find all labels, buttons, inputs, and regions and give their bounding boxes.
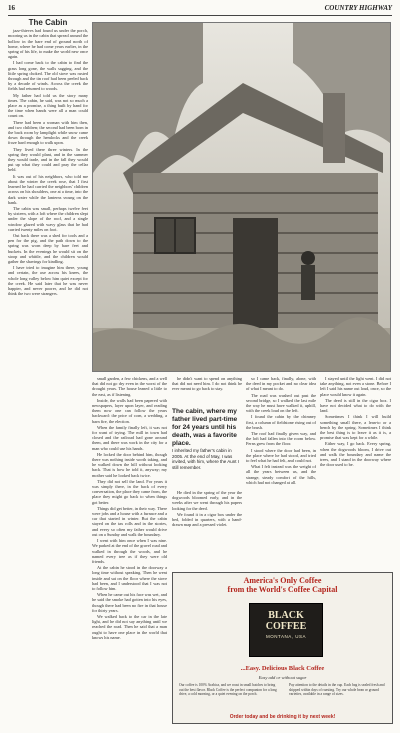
- brand-name: BLACK COFFEE: [265, 610, 307, 632]
- paragraph: We found it in a cigar box under the bed, folded in quarters, with a hand-drawn map and a pressed violet.: [172, 511, 242, 528]
- paragraph: he didn't want to spend on anything that did not need him. I do not think he ever meant to go back to stay.: [172, 376, 242, 392]
- paragraph: The deed is still in the cigar box. I have not decided what to do with the land.: [320, 397, 391, 414]
- article-column-1: [8, 18, 88, 726]
- header-rule: [8, 15, 392, 16]
- paragraph: I stood where the door had been, in the place where he had stood, and tried to feel what he had felt, and could not.: [246, 447, 316, 464]
- ad-subheadline: from the World's Coffee Capital: [227, 585, 338, 594]
- cabin-photo-illustration: [93, 23, 390, 371]
- ad-footer[interactable]: [173, 714, 392, 720]
- paragraph: He died in the spring of the year the dogwoods bloomed early, and in the weeks after we went through his papers looking for the deed.: [172, 490, 242, 511]
- paragraph: The roof had finally given way, and the loft had fallen into the room below. Ferns grew from the floor.: [246, 431, 316, 447]
- paragraph: jazz-thieves had found us under the porch, mooring us in the cabin that spread around the hollow in the bare end of ground north of home, where he had come years earlier, in the spring of his life, to make the world new once again.: [8, 28, 88, 60]
- coffee-advertisement[interactable]: [172, 572, 393, 724]
- article-column-3b: [172, 490, 242, 568]
- ad-headline: America's Only Coffee: [243, 576, 322, 585]
- paragraph: Out back there was a shed for tools and a pen for the pig, and the path down to the spring was worn deep by bare feet and buckets. In the evenings he would sit on the stoop and whittle, and the children would gather the shavings for kindling.: [8, 232, 88, 264]
- article-column-3: [172, 376, 242, 406]
- ad-body-left: Our coffee is 100% Arabica, and we roast in small batches to bring out the best flavor. Black Coffee is the perfect companion for a long drive, a cold morning, or a quiet evening on the porch.: [179, 683, 277, 696]
- paragraph: I found the cabin by the chimney first, a column of fieldstone rising out of the brush.: [246, 414, 316, 430]
- ad-tagline: ...Easy. Delicious Black Coffee: [240, 665, 325, 672]
- paragraph: so I came back, finally, alone, with the deed in my pocket and no clear idea of what I meant to do.: [246, 376, 316, 392]
- photo-caption: [172, 408, 242, 470]
- article-column-4: [246, 376, 316, 568]
- ad-body-right: Pay attention to the details in the cup. Each bag is sealed fresh and shipped within days of roasting. Try our whole bean or ground varieties, available in a range of sizes.: [289, 683, 385, 696]
- brand-location: MONTANA, USA: [266, 634, 306, 639]
- cabin-photo: [92, 22, 391, 372]
- paragraph: Either way, I go back. Every spring, when the dogwoods bloom, I drive out and walk the boundary and name the trees, and I stand in the doorway where the door used to be.: [320, 441, 391, 468]
- paragraph: When he came out his face was wet, and he said the smoke had gotten into his eyes, though there had been no fire in that house for thirty years.: [92, 592, 167, 613]
- caption-main: The cabin, where my father lived part-time for 24 years until his death, was a favorite place.: [172, 408, 238, 447]
- article-column-5: [320, 376, 391, 568]
- paragraph: We walked back to the car in the late light, and he did not say anything until we reached the road. Then he said that a man ought to have one place in the world that knows his name.: [92, 613, 167, 640]
- paragraph: Sometimes I think I will build something small there, a lean-to or a bench by the spring. Sometimes I think the best thing is to leave it as it is, a promise that was kept for a while.: [320, 414, 391, 441]
- paragraph: My father had told us the story many times. The cabin, he said, was not so much a place as a promise, a thing built by hand for the time when hands were all a man could count on.: [8, 92, 88, 119]
- paragraph: He locked the door behind him, though there was nothing inside worth taking, and he walked down the hill without looking back. That is how he told it, anyway; my mother said he looked back twice.: [92, 451, 167, 478]
- paragraph: I had come back to the cabin to find the grass long gone, the walls sagging, and the little spring choked. The old stove was rusted through and the tin roof had been peeled back by a decade of winds. Across the creek the fields had returned to woods.: [8, 60, 88, 92]
- paragraph: small garden, a few chickens, and a well that did not go dry even in the worst of the drought years. The house leaned a little to the east, as if listening.: [92, 376, 167, 397]
- paragraph: Inside, the walls had been papered with newspapers, layer upon layer, and reading them now one can follow the years backward: the price of corn, a wedding, a barn fire, the election.: [92, 397, 167, 424]
- paragraph: They did not sell the land. For years it was simply there, in the back of every conversation, the place they came from, the place they might go back to when things got better.: [92, 478, 167, 505]
- paragraph: At the cabin he stood in the doorway a long time without speaking. Then he went inside and sat on the floor where the stove had been, and I understood that I was not to follow him.: [92, 565, 167, 591]
- ad-order-text: Order today and be drinking it by next week!: [229, 714, 336, 720]
- article-column-2: [92, 376, 167, 726]
- ad-tagline-sub: Easy add or without sugar: [258, 675, 307, 680]
- article-title: The Cabin: [28, 18, 68, 27]
- paragraph: It was out of his neighbors, who told me about the winter the creek rose, that I first learned he had carried the neighbors' children across on his shoulders, one at a time, into the dark water while the lanterns swung on the bank.: [8, 173, 88, 205]
- paragraph: There had been a woman with him then, and two children; the second had been born in the back room by lamplight while snow came down through the hemlocks and the creek froze hard enough to walk upon.: [8, 119, 88, 146]
- magazine-name: COUNTRY HIGHWAY: [324, 4, 392, 12]
- paragraph: I went with him once when I was nine. We parked at the end of the gravel road and walked in through the woods, and he named every tree as if they were old friends.: [92, 538, 167, 564]
- page-number: 16: [8, 4, 15, 12]
- brand-logo-box: [249, 603, 323, 657]
- paragraph: What I felt instead was the weight of all the years between us, and the strange, steady comfort of the hills, which had not changed at all.: [246, 464, 316, 485]
- paragraph: The cabin was small, perhaps twelve feet by sixteen, with a loft where the children slept under the slope of the roof, and a single window glazed with wavy glass that he had carried twenty miles on foot.: [8, 205, 88, 232]
- paragraph: I stayed until the light went. I did not take anything, not even a stone. Before I left I said his name out loud, once, so the place would know it again.: [320, 376, 391, 397]
- paragraph: Things did get better, in their way. There were jobs and a house with a furnace and a car that started in winter. But the cabin stayed on the tax rolls and in the stories, and every so often my father would drive out on a Sunday and walk the boundary.: [92, 505, 167, 537]
- paragraph: The road was washed out past the second bridge, so I walked the last mile the way he must have walked it, uphill, with the creek loud on the left.: [246, 392, 316, 414]
- caption-sub: I inherited my father's cabin in 2005. At the end of May, I was invited, with him, where the Aunt I still remember.: [172, 448, 240, 470]
- paragraph: They lived there three winters. In the spring they would plant, and in the summer they would trade, and in the fall they would put up what they could and pray the cellar held.: [8, 146, 88, 173]
- paragraph: When the family finally left, it was not for want of trying. The mill in town had closed and the railroad had gone around them, and there was work in the city for a man who could use his hands.: [92, 424, 167, 451]
- paragraph: I have tried to imagine him there, young and certain, the axe across his knees, the whole long valley below him quiet except for the creek. He said later that he was never happier, and never poorer, and he did not think the two were strangers.: [8, 265, 88, 297]
